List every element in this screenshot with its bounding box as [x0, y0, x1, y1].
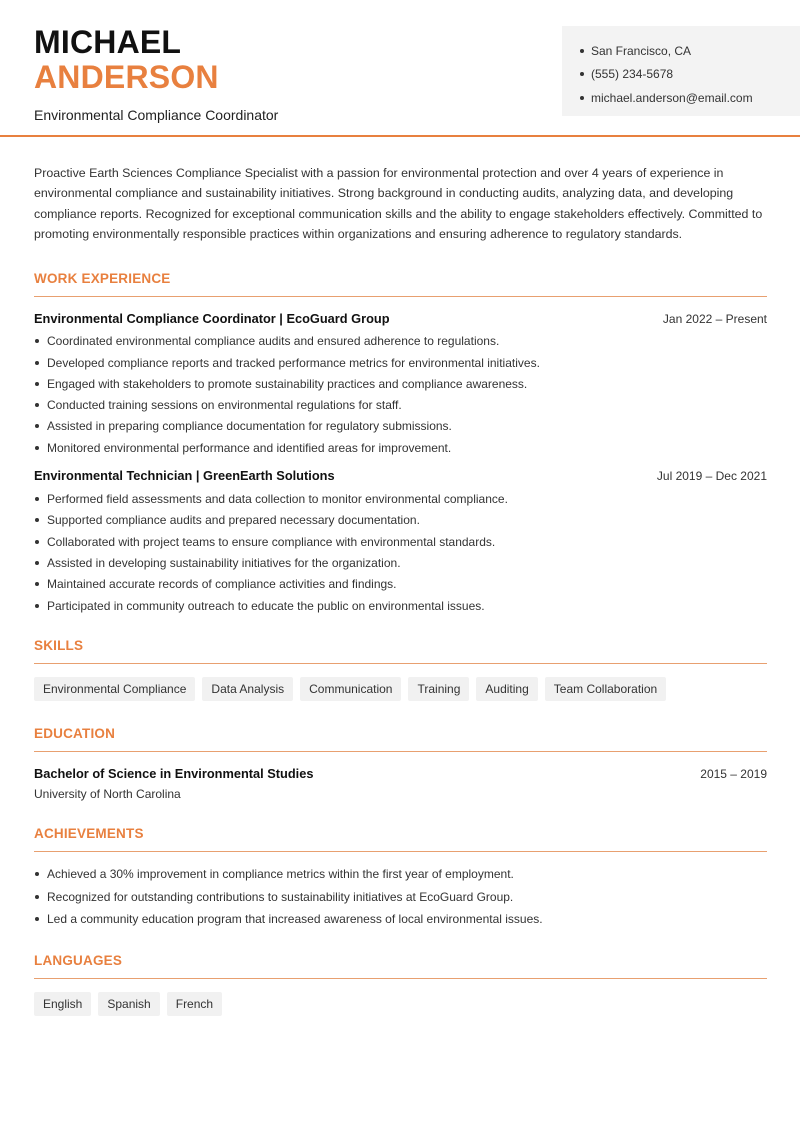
list-item	[34, 331, 767, 352]
school-name: University of North Carolina	[34, 787, 181, 802]
list-item	[34, 416, 767, 437]
achievements-list	[34, 863, 767, 931]
language-tag: French	[167, 992, 222, 1016]
skill-tag: Training	[408, 677, 469, 701]
languages-list	[34, 992, 767, 1016]
job-title: Environmental Compliance Coordinator	[34, 107, 279, 123]
work-section	[34, 271, 767, 617]
bullet-icon	[35, 561, 39, 565]
section-title-work: WORK EXPERIENCE	[34, 270, 171, 286]
bullet-icon	[35, 382, 39, 386]
list-item	[34, 552, 767, 573]
skills-section	[34, 638, 767, 701]
bullet-text: Monitored environmental performance and identified areas for improvement.	[47, 440, 452, 455]
list-item	[34, 531, 767, 552]
list-item	[34, 510, 767, 531]
contact-box	[562, 26, 800, 116]
bullet-icon	[35, 872, 39, 876]
bullet-text: Developed compliance reports and tracked performance metrics for environmental initiatives.	[47, 355, 540, 370]
entry-title: Environmental Technician | GreenEarth Solutions	[34, 468, 335, 484]
email-text: michael.anderson@email.com	[591, 90, 753, 105]
first-name: MICHAEL	[34, 24, 182, 60]
entry-header	[34, 468, 767, 483]
summary-paragraph: Proactive Earth Sciences Compliance Specialist with a passion for environmental protection and over 4 years of experience in environmental compliance and sustainability initiatives. Strong background in conducting audits, analyzing data, and developing compliance reports. Recognized for exceptional communication skills and the ability to engage stakeholders effectively. Committed to promoting environmentally responsible practices within organizations and ensuring adherence to regulatory standards.	[34, 166, 763, 242]
phone-text: (555) 234-5678	[591, 67, 674, 82]
entry-dates: Jul 2019 – Dec 2021	[656, 469, 767, 484]
achievements-section	[34, 826, 767, 931]
language-tag: English	[34, 992, 91, 1016]
bullet-text: Achieved a 30% improvement in compliance metrics within the first year of employment.	[47, 867, 514, 882]
section-title-skills: SKILLS	[34, 638, 84, 654]
skill-tag: Data Analysis	[202, 677, 293, 701]
bullet-text: Maintained accurate records of compliance activities and findings.	[47, 577, 397, 592]
list-item	[34, 863, 767, 886]
education-section	[34, 726, 767, 801]
resume-header	[0, 0, 800, 137]
skill-tag: Communication	[300, 677, 401, 701]
bullet-icon	[35, 497, 39, 501]
bullet-icon	[35, 424, 39, 428]
bullet-icon	[35, 403, 39, 407]
list-item	[34, 908, 767, 931]
education-entry	[34, 766, 767, 801]
bullet-icon	[35, 518, 39, 522]
name-block	[34, 26, 278, 123]
languages-section	[34, 953, 767, 1016]
section-title-languages: LANGUAGES	[34, 952, 123, 968]
skill-tag: Team Collaboration	[545, 677, 666, 701]
contact-phone	[580, 63, 800, 87]
bullet-icon	[35, 540, 39, 544]
work-entry	[34, 468, 767, 616]
section-divider	[34, 978, 767, 979]
list-item	[34, 595, 767, 616]
bullet-icon	[580, 72, 584, 76]
entry-dates: Jan 2022 – Present	[662, 311, 767, 326]
bullet-icon	[35, 339, 39, 343]
bullet-text: Engaged with stakeholders to promote sustainability practices and compliance awareness.	[47, 376, 528, 391]
entry-header	[34, 311, 767, 326]
skill-tag: Environmental Compliance	[34, 677, 195, 701]
contact-email	[580, 86, 800, 110]
bullet-icon	[35, 917, 39, 921]
resume-body	[34, 163, 767, 1016]
entry-dates: 2015 – 2019	[700, 767, 767, 782]
section-title-achievements: ACHIEVEMENTS	[34, 826, 144, 842]
list-item	[34, 886, 767, 909]
section-title-education: EDUCATION	[34, 726, 116, 742]
entry-header	[34, 766, 767, 781]
section-divider	[34, 296, 767, 297]
bullet-text: Led a community education program that increased awareness of local environmental issues.	[47, 912, 543, 927]
contact-location	[580, 39, 800, 63]
list-item	[34, 352, 767, 373]
bullet-text: Conducted training sessions on environmental regulations for staff.	[47, 398, 402, 413]
bullet-text: Performed field assessments and data collection to monitor environmental compliance.	[47, 492, 508, 507]
bullet-icon	[35, 361, 39, 365]
bullet-icon	[35, 446, 39, 450]
list-item	[34, 395, 767, 416]
entry-bullets	[34, 331, 767, 459]
skill-tag: Auditing	[476, 677, 537, 701]
entry-title: Environmental Compliance Coordinator | EcoGuard Group	[34, 310, 390, 326]
list-item	[34, 488, 767, 509]
section-divider	[34, 751, 767, 752]
bullet-text: Supported compliance audits and prepared necessary documentation.	[47, 513, 420, 528]
bullet-text: Assisted in preparing compliance documentation for regulatory submissions.	[47, 419, 452, 434]
bullet-text: Assisted in developing sustainability initiatives for the organization.	[47, 555, 401, 570]
bullet-text: Recognized for outstanding contributions to sustainability initiatives at EcoGuard Group.	[47, 889, 514, 904]
bullet-icon	[580, 49, 584, 53]
entry-bullets	[34, 488, 767, 616]
bullet-icon	[580, 96, 584, 100]
skills-list	[34, 677, 767, 701]
section-divider	[34, 663, 767, 664]
location-text: San Francisco, CA	[591, 43, 692, 58]
list-item	[34, 574, 767, 595]
last-name: ANDERSON	[34, 59, 219, 95]
bullet-icon	[35, 582, 39, 586]
bullet-icon	[35, 604, 39, 608]
section-divider	[34, 851, 767, 852]
list-item	[34, 373, 767, 394]
language-tag: Spanish	[98, 992, 159, 1016]
list-item	[34, 437, 767, 458]
degree-title: Bachelor of Science in Environmental Studies	[34, 766, 314, 782]
bullet-text: Collaborated with project teams to ensure compliance with environmental standards.	[47, 534, 496, 549]
bullet-icon	[35, 895, 39, 899]
work-entry	[34, 311, 767, 459]
bullet-text: Participated in community outreach to educate the public on environmental issues.	[47, 598, 485, 613]
bullet-text: Coordinated environmental compliance audits and ensured adherence to regulations.	[47, 334, 500, 349]
